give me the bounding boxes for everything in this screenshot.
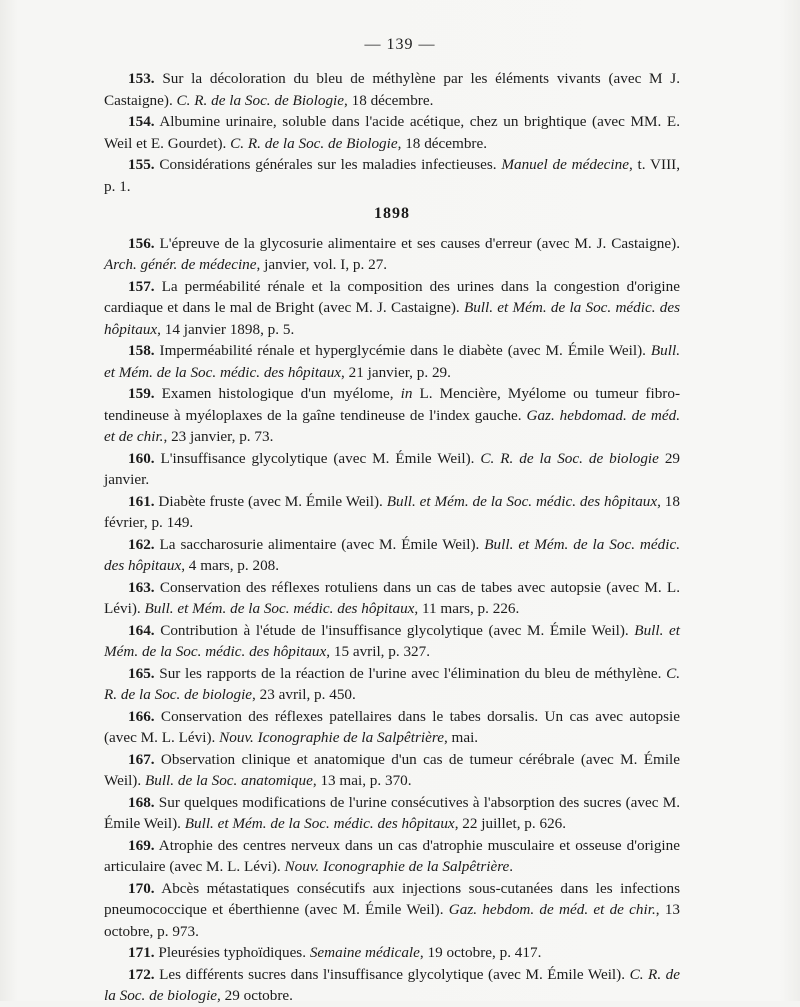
entry-source: Nouv. Iconographie de la Salpêtrière bbox=[284, 858, 510, 875]
bibliography-entry bbox=[104, 111, 680, 154]
entry-number: 154. bbox=[128, 113, 155, 130]
entry-text: , janvier, vol. I, p. 27. bbox=[256, 256, 388, 273]
page-number: — 139 — bbox=[364, 36, 436, 53]
entry-text: , 29 octobre. bbox=[217, 987, 293, 1004]
entry-source: Arch. génér. de médecine bbox=[104, 256, 257, 273]
entry-source: Gaz. hebdom. de méd. et de chir. bbox=[448, 901, 656, 918]
entry-number: 158. bbox=[128, 342, 155, 359]
entry-text: 29 janvier. bbox=[104, 449, 681, 488]
entry-text: , mai. bbox=[443, 729, 479, 746]
entry-text: Abcès métastatiques consécutifs aux injections sous-cutanées dans les infections pneumococcique et éberthienne (avec M. Émile Weil). bbox=[104, 879, 680, 918]
entry-text: , 13 octobre, p. 973. bbox=[104, 901, 681, 940]
entry-text: , 18 février, p. 149. bbox=[104, 492, 680, 531]
entry-source: Bull. et Mém. de la Soc. médic. des hôpitaux bbox=[184, 815, 455, 832]
entry-text: Sur les rapports de la réaction de l'urine avec l'élimination du bleu de méthylène. bbox=[154, 664, 667, 682]
entry-source: Bull. et Mém. de la Soc. médic. des hôpitaux bbox=[104, 342, 680, 381]
year-heading: 1898 bbox=[374, 205, 410, 222]
bibliography-entry bbox=[104, 276, 680, 341]
entry-number: 166. bbox=[128, 707, 155, 725]
entry-source: Manuel de médecine bbox=[501, 156, 629, 173]
entry-text: L'insuffisance glycolytique (avec M. Émile Weil). bbox=[154, 449, 481, 467]
entry-number: 172. bbox=[128, 965, 155, 983]
bibliography-entry bbox=[104, 233, 680, 276]
entry-number: 157. bbox=[128, 277, 155, 295]
entry-source: in bbox=[400, 385, 413, 402]
entry-number: 171. bbox=[128, 944, 155, 961]
entry-text: , 19 octobre, p. 417. bbox=[419, 944, 542, 961]
entry-text: Imperméabilité rénale et hyperglycémie dans le diabète (avec M. Émile Weil). bbox=[154, 342, 651, 359]
entry-text: La perméabilité rénale et la composition des urines dans la congestion d'origine cardiaque et dans le mal de Bright (avec M. J. Castaigne). bbox=[104, 277, 680, 316]
entry-text: , 15 avril, p. 327. bbox=[326, 643, 431, 660]
bibliography-entry bbox=[104, 878, 680, 943]
bibliography-entry bbox=[104, 68, 680, 111]
entry-text: Atrophie des centres nerveux dans un cas d'atrophie musculaire et osseuse d'origine articulaire (avec M. L. Lévi). bbox=[104, 836, 680, 875]
entry-number: 163. bbox=[128, 578, 155, 596]
bibliography-entry bbox=[104, 448, 680, 491]
entry-source: Bull. et Mém. de la Soc. médic. des hôpitaux bbox=[104, 621, 680, 660]
entry-source: Semaine médicale bbox=[309, 944, 420, 961]
entry-text: Diabète fruste (avec M. Émile Weil). bbox=[154, 492, 387, 510]
entry-text: Pleurésies typhoïdiques. bbox=[154, 944, 310, 961]
entry-text: , 22 juillet, p. 626. bbox=[454, 815, 567, 832]
entry-text: Conservation des réflexes rotuliens dans un cas de tabes avec autopsie (avec M. L. Lévi). bbox=[104, 578, 680, 617]
entry-text: Sur la décoloration du bleu de méthylène par les éléments vivants (avec M J. Castaigne). bbox=[104, 70, 680, 109]
bibliography-entry bbox=[104, 383, 680, 448]
bibliography-entry bbox=[104, 749, 680, 792]
entry-text: Les différents sucres dans l'insuffisance glycolytique (avec M. Émile Weil). bbox=[154, 965, 630, 983]
entry-text: , 13 mai, p. 370. bbox=[312, 772, 412, 789]
bibliography-entry bbox=[104, 154, 680, 197]
entry-text: Conservation des réflexes patellaires dans le tabes dorsalis. Un cas avec autopsie (avec M. L. Lévi). bbox=[104, 707, 680, 746]
entry-source: Bull. et Mém. de la Soc. médic. des hôpitaux bbox=[386, 492, 658, 510]
entry-source: Bull. et Mém. de la Soc. médic. des hôpitaux bbox=[144, 600, 415, 617]
entry-number: 155. bbox=[128, 156, 155, 173]
entry-text: , 14 janvier 1898, p. 5. bbox=[157, 320, 295, 338]
entry-text: L. Mencière, Myélome ou tumeur fibro-tendineuse à myéloplaxes de la gaîne tendineuse de l'index gauche. bbox=[104, 385, 681, 424]
entry-number: 153. bbox=[128, 70, 155, 87]
entry-text: , 23 janvier, p. 73. bbox=[163, 428, 274, 445]
entry-number: 159. bbox=[128, 385, 155, 402]
bibliography-list bbox=[104, 68, 680, 1007]
bibliography-entry bbox=[104, 942, 680, 964]
entry-source: C. R. de la Soc. de Biologie bbox=[230, 134, 398, 152]
entry-number: 168. bbox=[128, 793, 155, 811]
entry-text: La saccharosurie alimentaire (avec M. Émile Weil). bbox=[154, 535, 485, 553]
entry-text: Observation clinique et anatomique d'un cas de tumeur cérébrale (avec M. Émile Weil). bbox=[104, 750, 680, 789]
entry-number: 165. bbox=[128, 664, 155, 682]
entry-text: , 23 avril, p. 450. bbox=[252, 686, 356, 703]
bibliography-entry bbox=[104, 620, 680, 663]
entry-text: Sur quelques modifications de l'urine consécutives à l'absorption des sucres (avec M. Émile Weil). bbox=[104, 793, 680, 832]
bibliography-entry bbox=[104, 706, 680, 749]
bibliography-entry bbox=[104, 534, 680, 577]
bibliography-entry bbox=[104, 792, 680, 835]
entry-text: L'épreuve de la glycosurie alimentaire et ses causes d'erreur (avec M. J. Castaigne). bbox=[154, 234, 680, 252]
entry-source: Bull. et Mém. de la Soc. médic. des hôpitaux bbox=[104, 299, 680, 338]
entry-number: 161. bbox=[128, 492, 155, 510]
entry-text: , 21 janvier, p. 29. bbox=[341, 363, 451, 381]
entry-source: Bull. de la Soc. anatomique bbox=[144, 772, 313, 789]
entry-text: Considérations générales sur les maladies infectieuses. bbox=[154, 156, 502, 173]
bibliography-entry bbox=[104, 964, 680, 1007]
bibliography-entry bbox=[104, 577, 680, 620]
entry-source: C. R. de la Soc. de biologie bbox=[104, 965, 680, 1004]
entry-number: 169. bbox=[128, 836, 155, 854]
entry-text: , 4 mars, p. 208. bbox=[181, 557, 280, 574]
bibliography-entry bbox=[104, 491, 680, 534]
entry-text: . bbox=[509, 858, 514, 875]
entry-text: Albumine urinaire, soluble dans l'acide acétique, chez un brightique (avec MM. E. Weil et E. Gourdet). bbox=[104, 113, 680, 152]
entry-text: Contribution à l'étude de l'insuffisance glycolytique (avec M. Émile Weil). bbox=[154, 621, 635, 639]
entry-text: Examen histologique d'un myélome, bbox=[154, 385, 401, 402]
bibliography-entry bbox=[104, 835, 680, 878]
entry-number: 164. bbox=[128, 621, 155, 639]
entry-text: , 18 décembre. bbox=[397, 134, 488, 152]
entry-source: C. R. de la Soc. de Biologie bbox=[176, 91, 344, 109]
bibliography-entry bbox=[104, 340, 680, 383]
entry-number: 162. bbox=[128, 535, 155, 553]
entries-1898 bbox=[104, 233, 680, 1007]
entry-source: C. R. de la Soc. de biologie bbox=[104, 664, 680, 703]
entries-1897 bbox=[104, 68, 680, 197]
entry-text: , t. VIII, p. 1. bbox=[104, 156, 680, 195]
entry-text: , 11 mars, p. 226. bbox=[414, 600, 520, 617]
entry-text: , 18 décembre. bbox=[344, 91, 434, 109]
entry-number: 170. bbox=[128, 879, 155, 897]
entry-source: Gaz. hebdomad. de méd. et de chir. bbox=[104, 406, 680, 445]
bibliography-entry bbox=[104, 663, 680, 706]
entry-number: 167. bbox=[128, 750, 155, 768]
entry-source: Bull. et Mém. de la Soc. médic. des hôpitaux bbox=[104, 535, 680, 574]
entry-source: Nouv. Iconographie de la Salpêtrière bbox=[219, 729, 444, 746]
entry-number: 156. bbox=[128, 234, 155, 252]
entry-source: C. R. de la Soc. de biologie bbox=[480, 449, 659, 467]
entry-number: 160. bbox=[128, 449, 155, 467]
